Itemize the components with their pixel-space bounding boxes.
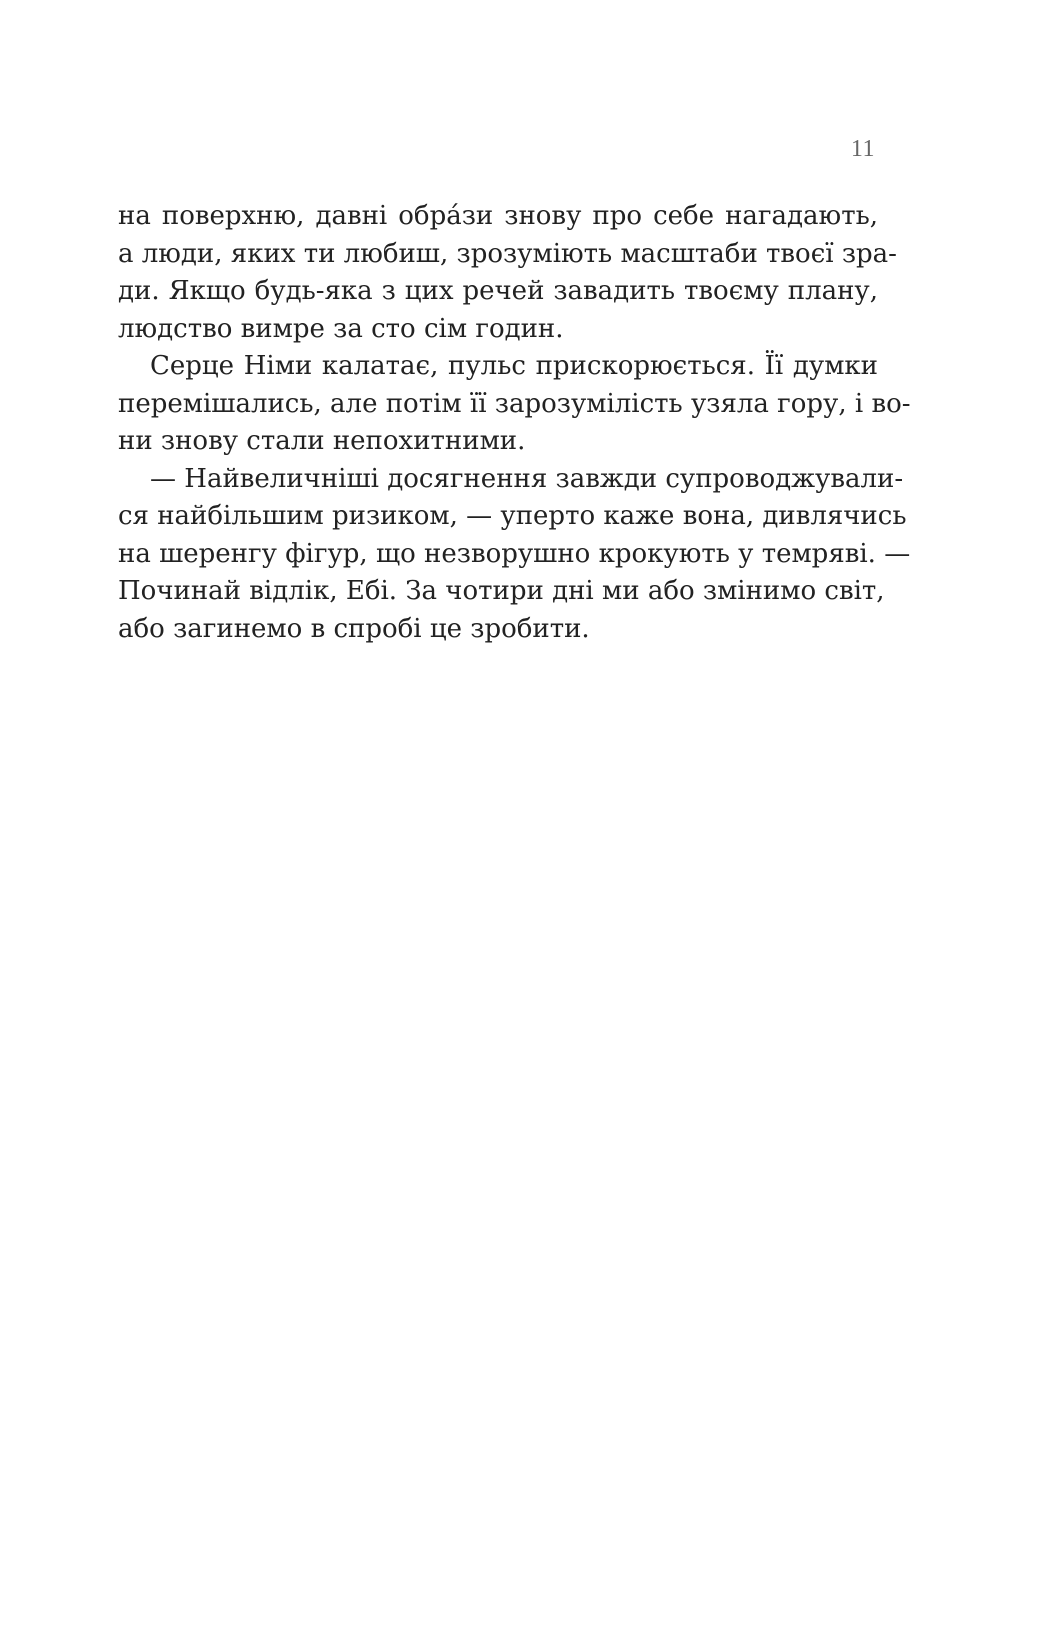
page-number: 11 xyxy=(850,136,875,162)
text-line: або загинемо в спробі це зробити. xyxy=(118,613,590,644)
text-line: ни знову стали непохитними. xyxy=(118,426,526,456)
text-line: Серце Німи калатає, пульс прискорюється. Її думки xyxy=(150,351,878,381)
text-line: на шеренгу фігур, що незворушно крокують у темряві. — xyxy=(118,538,911,569)
text-line: — Найвеличніші досягнення завжди супроводжували- xyxy=(150,463,904,494)
text-line: ся найбільшим ризиком, — уперто каже вона, дивлячись xyxy=(118,501,907,531)
text-line: Починай відлік, Ебі. За чотири дні ми або змінимо світ, xyxy=(118,576,885,606)
text-line: людство вимре за сто сім годин. xyxy=(118,313,564,344)
paragraph xyxy=(118,198,897,348)
paragraph xyxy=(118,348,911,461)
body-text xyxy=(118,198,911,648)
paragraph xyxy=(118,461,911,649)
text-line: а люди, яких ти любиш, зрозуміють масштаби твоєї зра- xyxy=(118,238,897,269)
text-line: перемішались, але потім її зарозумілість узяла гору, і во- xyxy=(118,388,911,419)
text-line: ди. Якщо будь-яка з цих речей завадить твоєму плану, xyxy=(118,276,878,306)
text-line: на поверхню, давні обра́зи знову про себе нагадають, xyxy=(118,201,878,231)
